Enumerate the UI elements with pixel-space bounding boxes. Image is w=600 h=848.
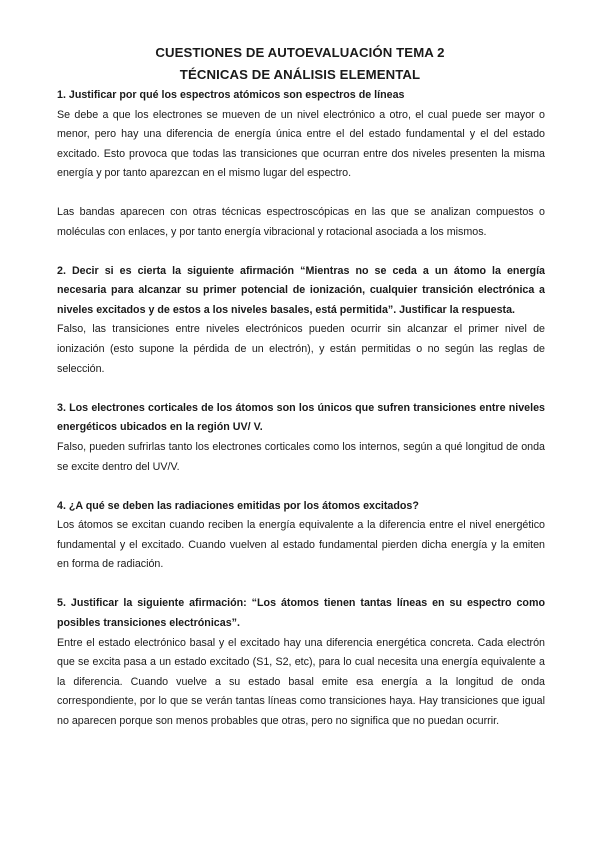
question-1: 1. Justificar por qué los espectros atómicos son espectros de líneas: [57, 89, 405, 101]
spacer: [57, 242, 545, 262]
question-5: 5. Justificar la siguiente afirmación: “Los átomos tienen tantas líneas en su espectro como posibles transiciones electrónicas”.: [57, 597, 545, 630]
spacer: [57, 477, 545, 497]
answer-3: Falso, pueden sufrirlas tanto los electrones corticales como los internos, según a qué longitud de onda se excite dentro del UV/V.: [57, 440, 545, 473]
question-4: 4. ¿A qué se deben las radiaciones emitidas por los átomos excitados?: [57, 499, 419, 512]
answer-1-paragraph-2: Las bandas aparecen con otras técnicas espectroscópicas en las que se analizan compuestos o moléculas con enlaces, y por tanto energía vibracional y rotacional asociada a los mismos.: [57, 205, 545, 238]
answer-4: Los átomos se excitan cuando reciben la energía equivalente a la diferencia entre el nivel energético fundamental y el excitado. Cuando vuelven al estado fundamental pierden dicha energía y la emiten en forma de radiación.: [57, 519, 545, 571]
spacer: [57, 575, 545, 595]
title-block: [0, 42, 600, 86]
spacer: [57, 379, 545, 399]
document-subtitle: TÉCNICAS DE ANÁLISIS ELEMENTAL: [179, 67, 421, 82]
document-title: CUESTIONES DE AUTOEVALUACIÓN TEMA 2: [155, 45, 445, 60]
question-2: 2. Decir si es cierta la siguiente afirmación “Mientras no se ceda a un átomo la energía necesaria para alcanzar su primer potencial de ionización, cualquier transición electrónica a niveles excitados y de estos a los niveles basales, está permitida”. Justificar la respuesta.: [57, 264, 545, 316]
answer-5: Entre el estado electrónico basal y el excitado hay una diferencia energética concreta. Cada electrón que se excita pasa a un estado excitado (S1, S2, etc), para lo cual necesita una energía equivalente a la diferencia. Cuando vuelve a su estado basal emite esa energía a la longitud de onda correspondiente, por lo que se verán tantas líneas como transiciones haya. Hay transiciones que igual no aparecen porque son menos probables que otras, pero no significa que no puedan ocurrir.: [57, 636, 545, 728]
question-3: 3. Los electrones corticales de los átomos son los únicos que sufren transiciones entre niveles energéticos ubicados en la región UV/ V.: [57, 401, 545, 434]
answer-1-paragraph-1: Se debe a que los electrones se mueven de un nivel electrónico a otro, el cual puede ser mayor o menor, pero hay una diferencia de energía única entre el del estado fundamental y el del estado excitado. Esto provoca que todas las transiciones que ocurran entre dos niveles presenten la misma energía y por tanto aparezcan en el mismo lugar del espectro.: [57, 108, 545, 180]
document-body: [57, 86, 545, 732]
answer-2: Falso, las transiciones entre niveles electrónicos pueden ocurrir sin alcanzar el primer nivel de ionización (esto supone la pérdida de un electrón), y están permitidas o no según las reglas de selección.: [57, 323, 545, 375]
spacer: [57, 184, 545, 203]
